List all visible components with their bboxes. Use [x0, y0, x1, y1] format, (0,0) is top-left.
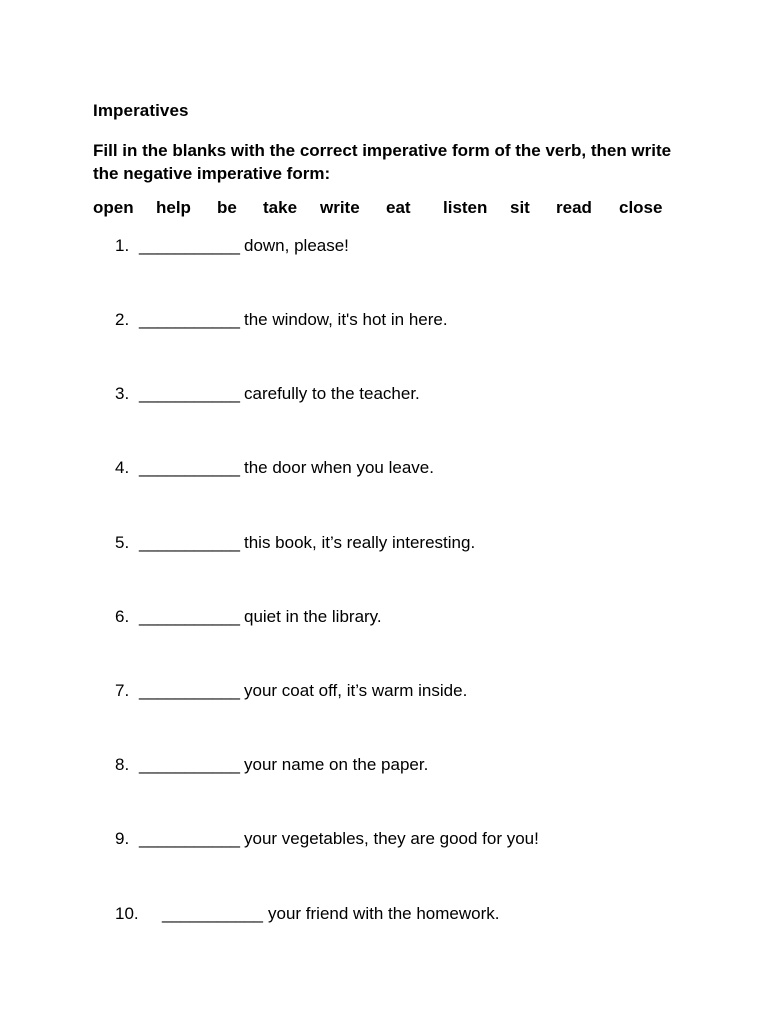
question-text: your friend with the homework. [268, 904, 500, 923]
instructions: Fill in the blanks with the correct imperative form of the verb, then write the negative imperative form: [93, 141, 672, 183]
question-number: 5. [115, 533, 130, 552]
answer-blank[interactable]: ___________ [139, 829, 240, 848]
word-bank-item-read: read [556, 198, 592, 217]
question-number: 10. [115, 904, 139, 923]
question-number: 9. [115, 829, 130, 848]
question-text: down, please! [244, 236, 349, 255]
question-number: 7. [115, 681, 130, 700]
question-text: this book, it’s really interesting. [244, 533, 476, 552]
answer-blank[interactable]: ___________ [139, 681, 240, 700]
worksheet-title: Imperatives [93, 101, 189, 120]
word-bank-item-open: open [93, 198, 134, 217]
question-text: your name on the paper. [244, 755, 429, 774]
word-bank-item-help: help [156, 198, 191, 217]
question-number: 8. [115, 755, 130, 774]
answer-blank[interactable]: ___________ [139, 533, 240, 552]
word-bank-item-eat: eat [386, 198, 411, 217]
word-bank-item-listen: listen [443, 198, 488, 217]
answer-blank[interactable]: ___________ [139, 458, 240, 477]
question-text: the door when you leave. [244, 458, 434, 477]
question-text: carefully to the teacher. [244, 384, 420, 403]
question-text: quiet in the library. [244, 607, 382, 626]
answer-blank[interactable]: ___________ [162, 904, 263, 923]
question-number: 3. [115, 384, 130, 403]
answer-blank[interactable]: ___________ [139, 236, 240, 255]
word-bank-item-close: close [619, 198, 663, 217]
question-number: 6. [115, 607, 130, 626]
word-bank-item-take: take [263, 198, 298, 217]
question-number: 1. [115, 236, 130, 255]
question-text: the window, it's hot in here. [244, 310, 448, 329]
answer-blank[interactable]: ___________ [139, 755, 240, 774]
question-text: your vegetables, they are good for you! [244, 829, 539, 848]
question-number: 4. [115, 458, 130, 477]
word-bank-item-write: write [320, 198, 360, 217]
word-bank-item-sit: sit [510, 198, 530, 217]
question-number: 2. [115, 310, 130, 329]
question-text: your coat off, it’s warm inside. [244, 681, 468, 700]
word-bank-item-be: be [217, 198, 237, 217]
answer-blank[interactable]: ___________ [139, 384, 240, 403]
answer-blank[interactable]: ___________ [139, 310, 240, 329]
answer-blank[interactable]: ___________ [139, 607, 240, 626]
